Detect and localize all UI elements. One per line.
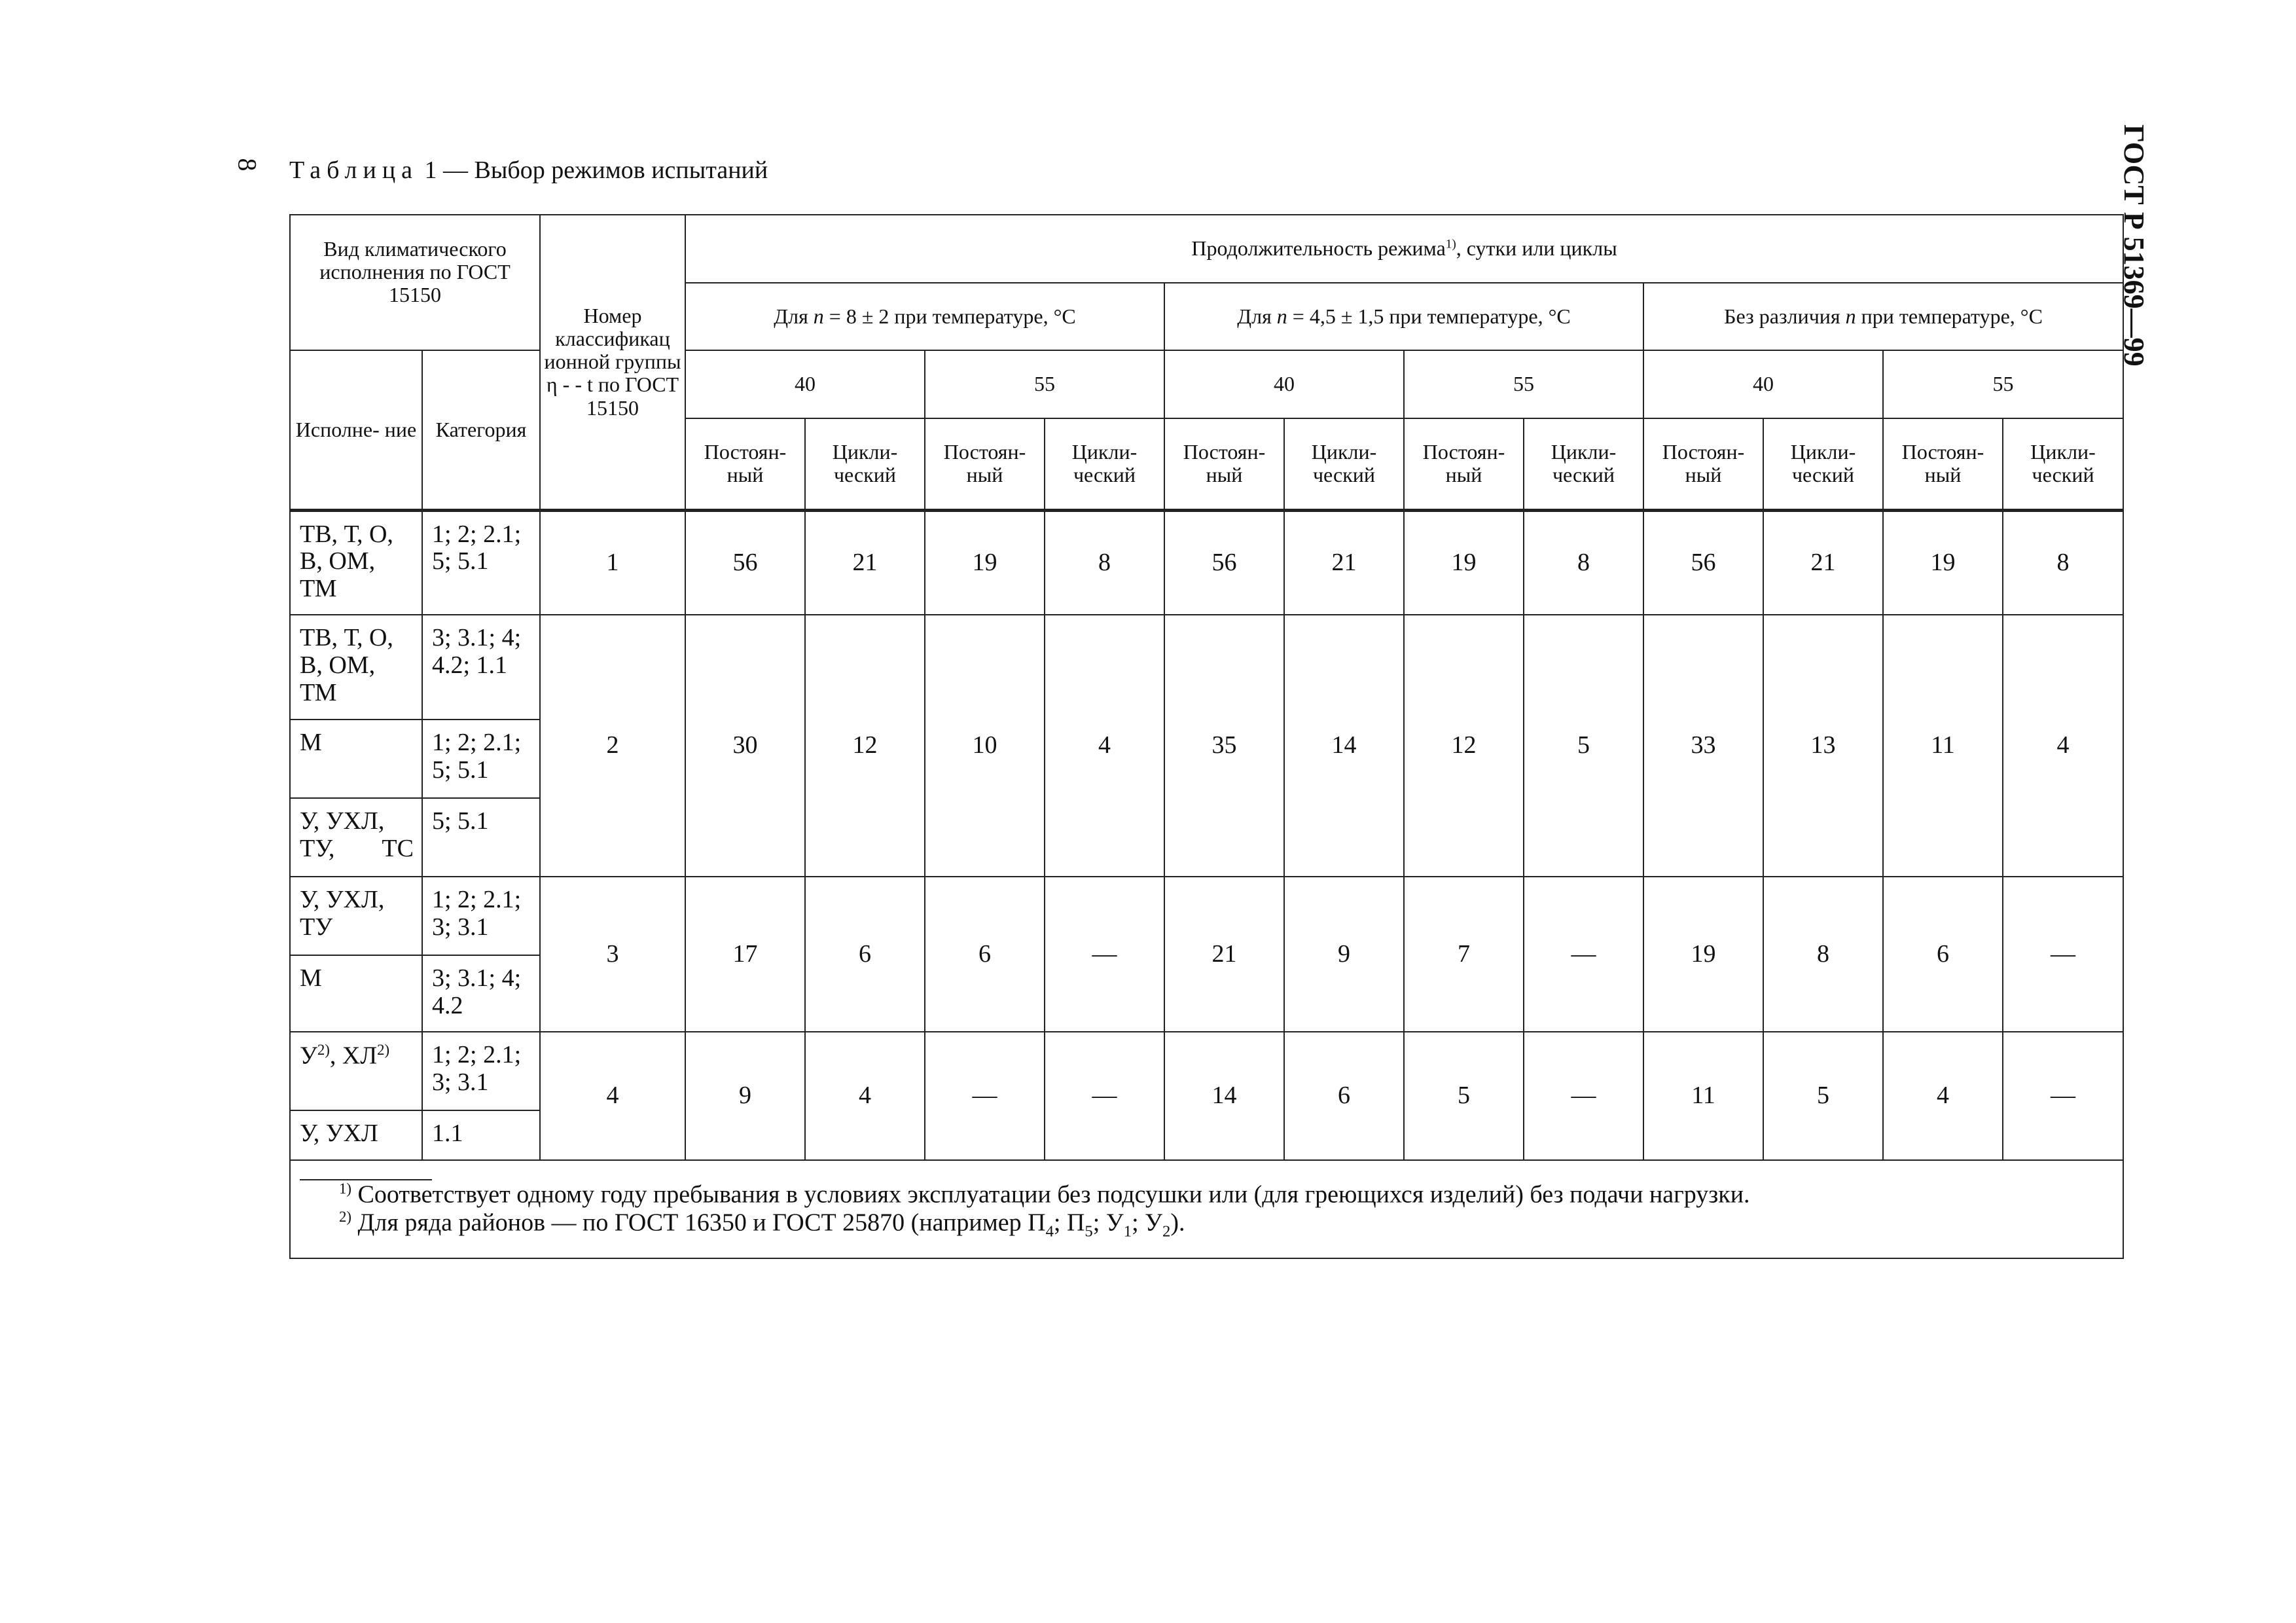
table-row	[290, 510, 2123, 615]
group-number-cell: 2	[540, 615, 685, 877]
header-mode-constant: Постоян- ный	[1883, 418, 2003, 510]
group-suffix: = 4,5 ± 1,5 при температуре, °C	[1292, 304, 1571, 328]
footnote-text: Соответствует одному году пребывания в условиях эксплуатации без подсушки или (для греющихся изделий) без подачи нагрузки.	[357, 1180, 1750, 1209]
footnote-1	[291, 1180, 2123, 1209]
value-cell: 4	[2003, 615, 2123, 877]
value-cell: 30	[685, 615, 805, 877]
group-suffix: = 8 ± 2 при температуре, °C	[829, 304, 1076, 328]
group-prefix: Без различия	[1724, 304, 1840, 328]
value-cell: 19	[1404, 510, 1524, 615]
value-cell: 19	[1643, 877, 1763, 1032]
header-temp: 55	[1883, 350, 2123, 418]
value-cell: 4	[1883, 1032, 2003, 1160]
footnote-mark: 1)	[339, 1180, 351, 1197]
category-cell: 1; 2; 2.1; 5; 5.1	[422, 720, 540, 798]
group-var: n	[813, 304, 824, 328]
header-mode-cyclic: Цикли- ческий	[1524, 418, 1643, 510]
footnotes	[290, 1160, 2123, 1258]
header-temp: 55	[1404, 350, 1643, 418]
value-cell: —	[2003, 877, 2123, 1032]
header-mode-cyclic: Цикли- ческий	[1763, 418, 1883, 510]
value-cell: —	[925, 1032, 1045, 1160]
value-cell: 8	[2003, 510, 2123, 615]
category-cell: 5; 5.1	[422, 798, 540, 877]
value-cell: 14	[1164, 1032, 1284, 1160]
table-row	[290, 615, 2123, 720]
header-duration	[685, 215, 2123, 283]
value-cell: 56	[1164, 510, 1284, 615]
header-temp: 40	[1164, 350, 1404, 418]
standard-designation: ГОСТ Р 51369—99	[2118, 124, 2150, 367]
group-var: n	[1276, 304, 1287, 328]
execution-cell: ТВ, Т, О, В, ОМ, ТМ	[290, 510, 422, 615]
header-category: Категория	[422, 350, 540, 510]
value-cell: 21	[1763, 510, 1883, 615]
footnote-text: ; У	[1132, 1209, 1163, 1237]
execution-cell: У, УХЛ, ТУ	[290, 877, 422, 955]
footnote-text: ).	[1170, 1209, 1185, 1237]
execution-cell	[290, 1032, 422, 1110]
execution-cell: М	[290, 955, 422, 1032]
category-cell: 3; 3.1; 4; 4.2; 1.1	[422, 615, 540, 720]
value-cell: 4	[805, 1032, 925, 1160]
value-cell: 7	[1404, 877, 1524, 1032]
footnote-ref-2: 2)	[317, 1042, 330, 1058]
value-cell: 8	[1763, 877, 1883, 1032]
value-cell: 21	[1164, 877, 1284, 1032]
footnote-sub: 5	[1085, 1222, 1093, 1241]
footnote-sub: 1	[1123, 1222, 1132, 1241]
value-cell: —	[1045, 1032, 1164, 1160]
footnote-text: Для ряда районов — по ГОСТ 16350 и ГОСТ 25870 (например П	[357, 1209, 1046, 1237]
header-group-3	[1643, 283, 2123, 350]
header-temp: 40	[1643, 350, 1883, 418]
execution-text: , ХЛ	[329, 1042, 378, 1070]
value-cell: 56	[685, 510, 805, 615]
table-caption	[289, 156, 768, 185]
header-mode-cyclic: Цикли- ческий	[1045, 418, 1164, 510]
value-cell: 5	[1524, 615, 1643, 877]
caption-number: 1	[424, 156, 437, 184]
group-number-cell: 3	[540, 877, 685, 1032]
group-var: n	[1845, 304, 1856, 328]
category-cell: 1; 2; 2.1; 3; 3.1	[422, 1032, 540, 1110]
group-number-cell: 4	[540, 1032, 685, 1160]
category-cell: 1; 2; 2.1; 3; 3.1	[422, 877, 540, 955]
value-cell: 4	[1045, 615, 1164, 877]
value-cell: 10	[925, 615, 1045, 877]
value-cell: 11	[1883, 615, 2003, 877]
value-cell: —	[1045, 877, 1164, 1032]
execution-cell: М	[290, 720, 422, 798]
value-cell: 13	[1763, 615, 1883, 877]
header-mode-cyclic: Цикли- ческий	[805, 418, 925, 510]
header-mode-constant: Постоян- ный	[685, 418, 805, 510]
value-cell: —	[2003, 1032, 2123, 1160]
value-cell: —	[1524, 1032, 1643, 1160]
value-cell: 9	[685, 1032, 805, 1160]
header-climatic-type: Вид климатического исполнения по ГОСТ 15150	[290, 215, 540, 350]
value-cell: 6	[805, 877, 925, 1032]
header-temp: 55	[925, 350, 1164, 418]
table-row	[290, 877, 2123, 955]
header-mode-cyclic: Цикли- ческий	[1284, 418, 1404, 510]
value-cell: 5	[1404, 1032, 1524, 1160]
value-cell: 9	[1284, 877, 1404, 1032]
value-cell: 14	[1284, 615, 1404, 877]
group-prefix: Для	[774, 304, 808, 328]
header-class-group: Номер классификац ионной группы η - - t по ГОСТ 15150	[540, 215, 685, 510]
group-suffix: при температуре, °C	[1861, 304, 2043, 328]
header-duration-tail: , сутки или циклы	[1456, 236, 1617, 261]
value-cell: 33	[1643, 615, 1763, 877]
footnote-mark: 2)	[339, 1209, 351, 1226]
footnote-text: ; У	[1092, 1209, 1124, 1237]
value-cell: 8	[1045, 510, 1164, 615]
header-mode-constant: Постоян- ный	[1404, 418, 1524, 510]
header-group-2	[1164, 283, 1643, 350]
category-cell: 3; 3.1; 4; 4.2	[422, 955, 540, 1032]
value-cell: 35	[1164, 615, 1284, 877]
value-cell: 11	[1643, 1032, 1763, 1160]
table-row	[290, 1032, 2123, 1110]
caption-label: Таблица	[289, 156, 419, 184]
execution-text: У	[300, 1042, 317, 1070]
value-cell: 8	[1524, 510, 1643, 615]
group-prefix: Для	[1237, 304, 1272, 328]
header-temp: 40	[685, 350, 925, 418]
value-cell: 6	[1883, 877, 2003, 1032]
footnote-ref-2: 2)	[377, 1042, 390, 1058]
value-cell: 21	[1284, 510, 1404, 615]
footnote-ref-1: 1)	[1445, 237, 1456, 251]
header-mode-constant: Постоян- ный	[925, 418, 1045, 510]
value-cell: 12	[805, 615, 925, 877]
value-cell: —	[1524, 877, 1643, 1032]
test-modes-table	[289, 214, 2124, 1259]
header-mode-constant: Постоян- ный	[1643, 418, 1763, 510]
group-number-cell: 1	[540, 510, 685, 615]
footnote-text: ; П	[1053, 1209, 1085, 1237]
category-cell: 1; 2; 2.1; 5; 5.1	[422, 510, 540, 615]
page-number: 8	[232, 158, 262, 172]
execution-cell: У, УХЛ	[290, 1110, 422, 1160]
value-cell: 19	[1883, 510, 2003, 615]
value-cell: 56	[1643, 510, 1763, 615]
header-mode-constant: Постоян- ный	[1164, 418, 1284, 510]
value-cell: 5	[1763, 1032, 1883, 1160]
header-duration-text: Продолжительность режима	[1191, 236, 1446, 261]
value-cell: 21	[805, 510, 925, 615]
value-cell: 6	[925, 877, 1045, 1032]
value-cell: 6	[1284, 1032, 1404, 1160]
value-cell: 17	[685, 877, 805, 1032]
execution-cell: ТВ, Т, О, В, ОМ, ТМ	[290, 615, 422, 720]
header-execution: Исполне- ние	[290, 350, 422, 510]
footnote-sub: 4	[1045, 1222, 1054, 1241]
value-cell: 12	[1404, 615, 1524, 877]
execution-cell: У, УХЛ, ТУ, ТС	[290, 798, 422, 877]
caption-title: — Выбор режимов испытаний	[443, 156, 768, 184]
header-mode-cyclic: Цикли- ческий	[2003, 418, 2123, 510]
header-group-1	[685, 283, 1164, 350]
category-cell: 1.1	[422, 1110, 540, 1160]
value-cell: 19	[925, 510, 1045, 615]
footnote-2	[291, 1209, 2123, 1241]
footnote-sub: 2	[1162, 1222, 1171, 1241]
